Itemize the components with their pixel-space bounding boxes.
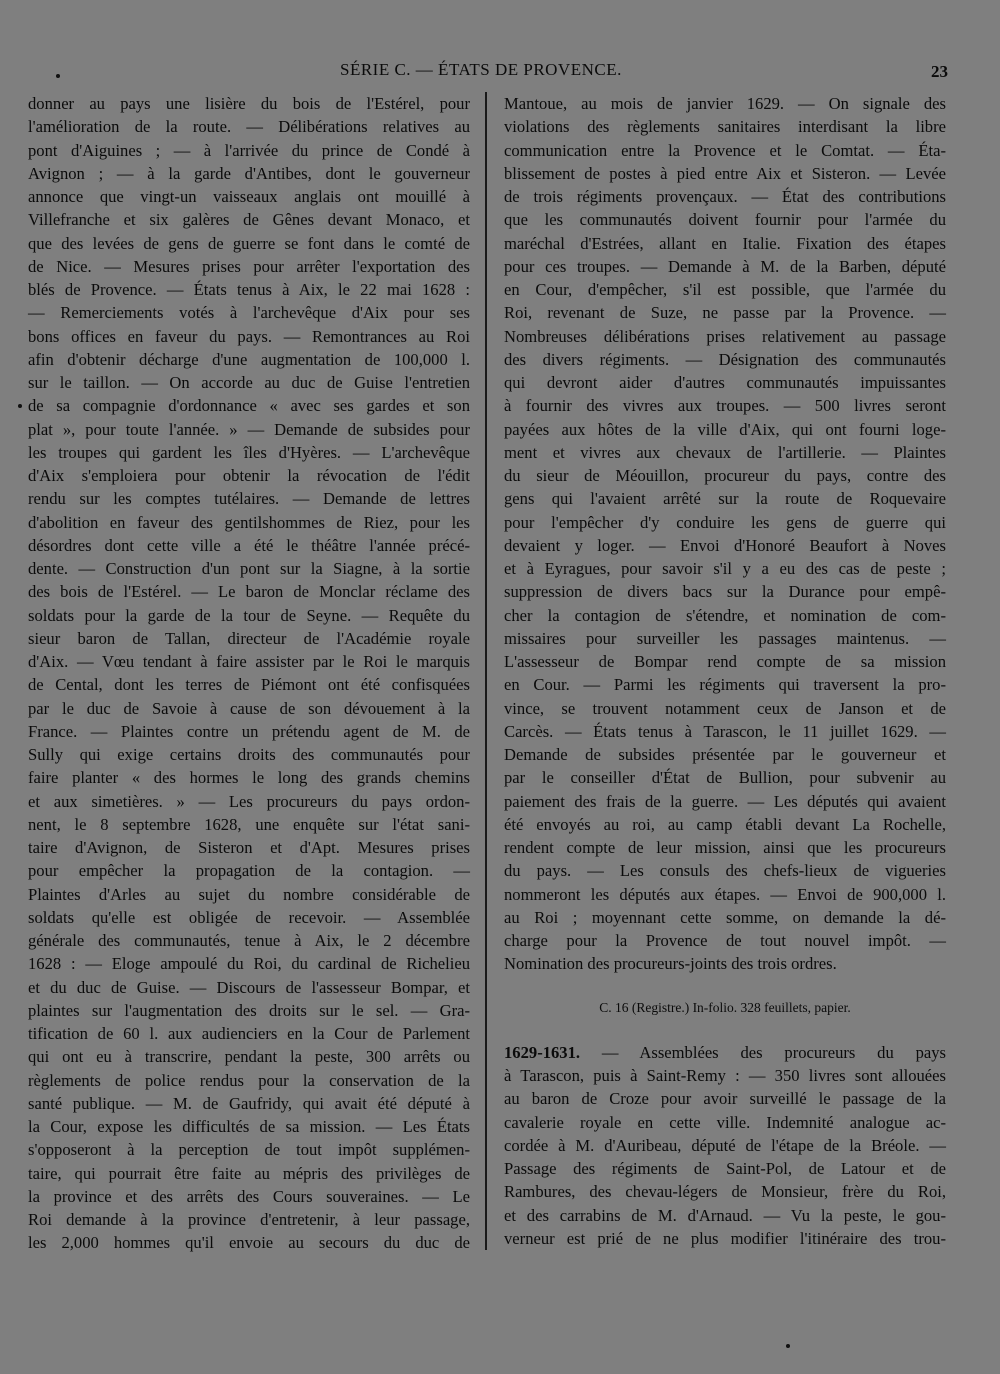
right-column [504,92,946,1250]
text-line: et des carrabins de M. d'Arnaud. — Vu la peste, le gou- [504,1205,946,1225]
text-line: la Cour, expose les difficultés de sa mission. — Les États [28,1117,470,1136]
text-line: que les communautés doivent fournir pour l'armée du [504,210,946,230]
page-header [0,60,1000,86]
text-line: que des levées de gens de guerre se font dans le comté de [28,233,470,253]
text-line: et du duc de Guise. — Discours de l'assesseur Bompar, et [28,977,470,997]
text-line: pour ces troupes. — Demande à M. de la Barben, député [504,256,946,276]
text-line: soldats qu'elle est obligée de recevoir. — Assemblée [28,907,470,927]
text-line: Carcès. — États tenus à Tarascon, le 11 juillet 1629. — [504,721,946,741]
text-line: Passage des régiments de Saint-Pol, de Latour et de [504,1159,946,1178]
text-line: taire, qui pourrait être faite au mépris des privilèges de [28,1163,470,1183]
speck [786,1344,790,1348]
text-line: s'opposeront à la perception de tout impôt supplémen- [28,1140,470,1160]
text-line: Villefranche et six galères de Gênes devant Monaco, et [28,210,470,230]
text-line: sieur baron de Tallan, directeur de l'Académie royale [28,628,470,648]
text-line: Mantoue, au mois de janvier 1629. — On signale des [504,94,946,113]
text-line: charge pour la Provence de tout nouvel impôt. — [504,931,946,950]
text-line: donner au pays une lisière du bois de l'Estérel, pour [28,94,470,113]
text-line: — Remerciements votés à l'archevêque d'Aix pour ses [28,303,470,323]
text-line: plat », pour toute l'année. » — Demande de subsides pour [28,419,470,439]
right-column-text [504,92,946,976]
text-line [504,1041,946,1064]
text-line: en Cour. — Parmi les régiments qui traversent la pro- [504,675,946,695]
text-line: nommeront les députés aux étapes. — Envoi de 900,000 l. [504,884,946,904]
text-line: Avignon ; — à la garde d'Antibes, dont le gouverneur [28,163,470,183]
text-line: générale des communautés, tenue à Aix, le 2 décembre [28,931,470,950]
text-line: devaient y loger. — Envoi d'Honoré Beaufort à Noves [504,535,946,555]
text-line: du pays. — Les consuls des chefs-lieux de vigueries [504,861,946,881]
text-line: Sully qui exige certains droits des communautés pour [28,745,470,764]
text-line: par le duc de Savoie à cause de son dévouement à la [28,698,470,718]
text-line: au Roi ; moyennant cette somme, on demande la dé- [504,907,946,927]
text-line: de trois régiments provençaux. — État des contributions [504,187,946,206]
text-line: rendu sur les comptes tutélaires. — Demande de lettres [28,489,470,509]
speck [18,404,22,408]
left-column [28,92,470,1255]
text-line: de Nice. — Mesures prises pour arrêter l'exportation des [28,256,470,276]
text-line: des bois de l'Estérel. — Le baron de Monclar réclame des [28,582,470,602]
entry-text: — Assemblées des procureurs du pays [580,1042,946,1062]
text-line: cavalerie royale en cette ville. Indemnité analogue ac- [504,1112,946,1132]
text-line: France. — Plaintes contre un prétendu agent de M. de [28,721,470,741]
text-line: pour l'empêcher d'y conduire les gens de guerre qui [504,512,946,532]
text-line: paiement des frais de la guerre. — Les députés qui avaient [504,791,946,811]
text-line: et aux simetières. » — Les procureurs du pays ordon- [28,791,470,811]
text-line: d'Aix s'emploiera pour obtenir la révocation de l'édit [28,466,470,485]
text-line: vince, se trouvent notamment ceux de Janson et de [504,698,946,718]
text-line: taire d'Avignon, de Sisteron et d'Apt. Mesures prises [28,838,470,857]
new-entry [504,1041,946,1250]
text-line: faire planter « des hormes le long des grands chemins [28,768,470,788]
text-line: suppression de divers bacs sur la Durance pour empê- [504,582,946,602]
text-line: 1628 : — Eloge ampoulé du Roi, du cardinal de Richelieu [28,954,470,974]
text-line: communication entre la Provence et le Comtat. — Éta- [504,140,946,160]
text-line: blés de Provence. — États tenus à Aix, le 22 mai 1628 : [28,280,470,299]
entry-date: 1629-1631. [504,1042,581,1062]
text-line: au baron de Croze pour avoir surveillé le passage de la [504,1089,946,1109]
text-line: Nombreuses délibérations prises relativement au passage [504,326,946,346]
text-line: qui devront aider d'autres communautés impuissantes [504,373,946,392]
text-line: par le conseiller d'État de Bullion, pour subvenir au [504,768,946,788]
text-line: verneur est prié de ne plus modifier l'itinéraire des trou- [504,1228,946,1248]
text-line: tification de 60 l. aux audienciers en la Cour de Parlement [28,1024,470,1043]
text-line: à fournir des vivres aux troupes. — 500 livres seront [504,396,946,416]
text-line: santé publique. — M. de Gaufridy, qui avait été député à [28,1093,470,1113]
text-line: Plaintes d'Arles au sujet du nombre considérable de [28,884,470,904]
text-line: blissement de postes à pied entre Aix et Sisteron. — Levée [504,163,946,183]
text-line: soldats pour la garde de la tour de Seyne. — Requête du [28,605,470,625]
text-line: les 2,000 hommes qu'il envoie au secours du duc de [28,1233,470,1253]
text-line: gens qui l'avaient arrêté sur la route de Roquevaire [504,489,946,509]
text-line: des divers régiments. — Désignation des communautés [504,349,946,369]
text-line: l'amélioration de la route. — Délibérations relatives au [28,117,470,137]
text-line: ment et vivres aux chevaux de l'artillerie. — Plaintes [504,442,946,462]
text-line: cordée à M. d'Auribeau, député de l'étape de la Bréole. — [504,1135,946,1155]
text-line: bons offices en faveur du pays. — Remontrances au Roi [28,326,470,346]
text-line: L'assesseur de Bompar rend compte de sa mission [504,652,946,671]
text-line: qui ont eu à transcrire, pendant la peste, 300 arrêts ou [28,1047,470,1067]
text-line: les troupes qui gardent les îles d'Hyères. — L'archevêque [28,442,470,462]
text-line: la province et des arrêts des Cours souveraines. — Le [28,1186,470,1206]
text-line: sur le taillon. — On accorde au duc de Guise l'entretien [28,373,470,392]
text-line: désordres dont cette ville a été le théâtre l'année précé- [28,535,470,555]
text-line: d'abolition en faveur des gentilshommes de Riez, pour les [28,512,470,532]
speck [56,74,60,78]
text-line: règlements de police rendus pour la conservation de la [28,1070,470,1090]
text-line: en Cour, d'empêcher, s'il est possible, que l'armée du [504,280,946,299]
text-line: Rambures, des chevau-légers de Monsieur, frère du Roi, [504,1182,946,1202]
text-line: violations des règlements sanitaires interdisant la libre [504,117,946,137]
series-title: SÉRIE C. — ÉTATS DE PROVENCE. [340,60,622,79]
text-line: cher la contagion de s'étendre, et nomination de com- [504,605,946,625]
text-line: Roi demande à la province d'entretenir, à leur passage, [28,1210,470,1229]
text-line: missaires pour surveiller les passages maintenus. — [504,628,946,648]
page-number: 23 [931,62,948,81]
text-line: nent, le 8 septembre 1628, une enquête sur l'état sani- [28,814,470,834]
text-line: payées aux hôtes de la ville d'Aix, qui ont fourni loge- [504,419,946,439]
text-line: maréchal d'Estrées, allant en Italie. Fixation des étapes [504,233,946,253]
text-line: Nomination des procureurs-joints des trois ordres. [504,954,837,974]
text-line: rendent compte de leur mission, ainsi que les procureurs [504,838,946,857]
text-line: pont d'Aiguines ; — à l'arrivée du prince de Condé à [28,140,470,160]
text-line: plaintes sur l'augmentation des droits sur le sel. — Gra- [28,1000,470,1020]
text-line: de Cental, dont les terres de Piémont ont été confisquées [28,675,470,695]
text-line: et à Eyragues, pour savoir s'il y a eu des cas de peste ; [504,559,946,578]
text-line: pour empêcher la propagation de la contagion. — [28,861,470,881]
text-line: de sa compagnie d'ordonnance « avec ses gardes et son [28,396,470,416]
text-line: Demande de subsides présentée par le gouverneur et [504,745,946,764]
text-line: à Tarascon, puis à Saint-Remy : — 350 livres sont allouées [504,1066,946,1085]
text-line: été envoyés au roi, au camp établi devant La Rochelle, [504,814,946,834]
source-reference: C. 16 (Registre.) In-folio. 328 feuillets, papier. [599,999,851,1015]
text-line: annonce que vingt-un vaisseaux anglais ont mouillé à [28,187,470,206]
text-line: d'Aix. — Vœu tendant à faire assister par le Roi le marquis [28,652,470,671]
text-line: Roi, revenant de Suze, ne passe par la Provence. — [504,303,946,323]
text-line: dente. — Construction d'un pont sur la Siagne, à la sortie [28,559,470,578]
column-divider [485,92,487,1250]
text-line: du sieur de Méouillon, procureur du pays, contre des [504,466,946,485]
text-line: afin d'obtenir décharge d'une augmentation de 100,000 l. [28,349,470,369]
